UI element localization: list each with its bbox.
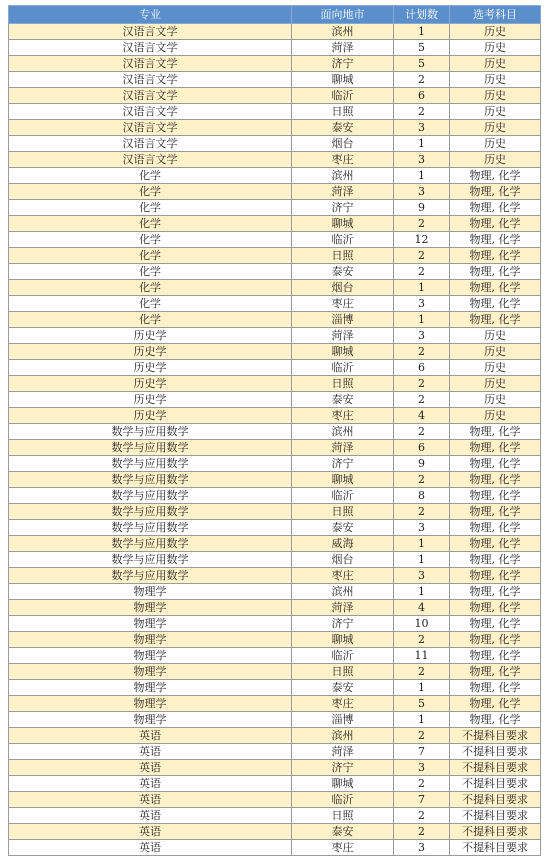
cell-plan-count: 1 <box>394 24 450 40</box>
cell-city: 烟台 <box>292 136 394 152</box>
cell-city: 济宁 <box>292 56 394 72</box>
plan-table-container <box>8 5 541 856</box>
cell-subjects: 历史 <box>450 392 541 408</box>
cell-subjects: 物理, 化学 <box>450 552 541 568</box>
table-row <box>9 584 541 600</box>
cell-major: 数学与应用数学 <box>9 552 292 568</box>
cell-subjects: 不提科目要求 <box>450 744 541 760</box>
table-row <box>9 232 541 248</box>
cell-city: 聊城 <box>292 472 394 488</box>
cell-major: 历史学 <box>9 392 292 408</box>
cell-subjects: 历史 <box>450 56 541 72</box>
cell-subjects: 不提科目要求 <box>450 728 541 744</box>
cell-plan-count: 3 <box>394 840 450 856</box>
cell-plan-count: 2 <box>394 632 450 648</box>
table-row <box>9 680 541 696</box>
cell-subjects: 历史 <box>450 104 541 120</box>
cell-city: 枣庄 <box>292 568 394 584</box>
cell-subjects: 物理, 化学 <box>450 424 541 440</box>
cell-major: 物理学 <box>9 712 292 728</box>
cell-plan-count: 9 <box>394 456 450 472</box>
cell-subjects: 物理, 化学 <box>450 712 541 728</box>
cell-city: 日照 <box>292 664 394 680</box>
cell-major: 数学与应用数学 <box>9 456 292 472</box>
cell-subjects: 物理, 化学 <box>450 312 541 328</box>
cell-subjects: 历史 <box>450 152 541 168</box>
cell-plan-count: 6 <box>394 440 450 456</box>
cell-major: 历史学 <box>9 360 292 376</box>
cell-subjects: 物理, 化学 <box>450 632 541 648</box>
cell-city: 菏泽 <box>292 600 394 616</box>
cell-city: 临沂 <box>292 488 394 504</box>
cell-major: 英语 <box>9 776 292 792</box>
table-row <box>9 216 541 232</box>
cell-major: 化学 <box>9 200 292 216</box>
cell-plan-count: 1 <box>394 536 450 552</box>
cell-city: 泰安 <box>292 824 394 840</box>
cell-major: 汉语言文学 <box>9 24 292 40</box>
cell-subjects: 物理, 化学 <box>450 536 541 552</box>
cell-major: 化学 <box>9 216 292 232</box>
cell-plan-count: 3 <box>394 520 450 536</box>
cell-major: 英语 <box>9 744 292 760</box>
cell-major: 数学与应用数学 <box>9 440 292 456</box>
cell-city: 烟台 <box>292 280 394 296</box>
cell-plan-count: 2 <box>394 216 450 232</box>
cell-plan-count: 1 <box>394 280 450 296</box>
cell-plan-count: 2 <box>394 392 450 408</box>
table-row <box>9 472 541 488</box>
cell-plan-count: 4 <box>394 600 450 616</box>
cell-major: 历史学 <box>9 376 292 392</box>
table-row <box>9 72 541 88</box>
cell-city: 泰安 <box>292 680 394 696</box>
cell-plan-count: 1 <box>394 136 450 152</box>
cell-major: 化学 <box>9 264 292 280</box>
cell-subjects: 物理, 化学 <box>450 488 541 504</box>
cell-city: 枣庄 <box>292 696 394 712</box>
cell-plan-count: 12 <box>394 232 450 248</box>
cell-major: 英语 <box>9 824 292 840</box>
cell-major: 汉语言文学 <box>9 88 292 104</box>
cell-subjects: 历史 <box>450 360 541 376</box>
cell-subjects: 不提科目要求 <box>450 792 541 808</box>
cell-major: 英语 <box>9 808 292 824</box>
cell-city: 临沂 <box>292 792 394 808</box>
table-row <box>9 408 541 424</box>
table-row <box>9 600 541 616</box>
cell-subjects: 物理, 化学 <box>450 296 541 312</box>
cell-subjects: 物理, 化学 <box>450 648 541 664</box>
table-row <box>9 616 541 632</box>
cell-subjects: 不提科目要求 <box>450 808 541 824</box>
cell-city: 菏泽 <box>292 328 394 344</box>
cell-major: 化学 <box>9 232 292 248</box>
cell-city: 淄博 <box>292 712 394 728</box>
table-row <box>9 536 541 552</box>
cell-major: 历史学 <box>9 344 292 360</box>
cell-subjects: 物理, 化学 <box>450 184 541 200</box>
table-row <box>9 312 541 328</box>
cell-plan-count: 5 <box>394 56 450 72</box>
cell-city: 菏泽 <box>292 440 394 456</box>
cell-plan-count: 2 <box>394 344 450 360</box>
table-row <box>9 248 541 264</box>
cell-plan-count: 2 <box>394 248 450 264</box>
cell-subjects: 物理, 化学 <box>450 504 541 520</box>
cell-subjects: 物理, 化学 <box>450 568 541 584</box>
cell-plan-count: 11 <box>394 648 450 664</box>
table-row <box>9 744 541 760</box>
table-row <box>9 280 541 296</box>
cell-subjects: 物理, 化学 <box>450 440 541 456</box>
header-subjects: 选考科目 <box>450 6 541 24</box>
cell-subjects: 物理, 化学 <box>450 696 541 712</box>
cell-major: 汉语言文学 <box>9 136 292 152</box>
header-plan-count: 计划数 <box>394 6 450 24</box>
cell-major: 汉语言文学 <box>9 104 292 120</box>
cell-major: 汉语言文学 <box>9 120 292 136</box>
cell-plan-count: 5 <box>394 40 450 56</box>
cell-plan-count: 6 <box>394 88 450 104</box>
table-row <box>9 520 541 536</box>
cell-major: 物理学 <box>9 600 292 616</box>
cell-subjects: 不提科目要求 <box>450 824 541 840</box>
cell-subjects: 不提科目要求 <box>450 760 541 776</box>
cell-major: 数学与应用数学 <box>9 520 292 536</box>
cell-city: 泰安 <box>292 520 394 536</box>
cell-major: 英语 <box>9 792 292 808</box>
table-row <box>9 344 541 360</box>
cell-city: 济宁 <box>292 616 394 632</box>
table-row <box>9 712 541 728</box>
header-city: 面向地市 <box>292 6 394 24</box>
cell-subjects: 物理, 化学 <box>450 616 541 632</box>
cell-major: 数学与应用数学 <box>9 536 292 552</box>
cell-plan-count: 1 <box>394 312 450 328</box>
cell-plan-count: 7 <box>394 792 450 808</box>
cell-major: 化学 <box>9 248 292 264</box>
table-row <box>9 264 541 280</box>
cell-subjects: 物理, 化学 <box>450 584 541 600</box>
cell-city: 枣庄 <box>292 296 394 312</box>
cell-major: 历史学 <box>9 328 292 344</box>
cell-major: 化学 <box>9 184 292 200</box>
cell-city: 滨州 <box>292 728 394 744</box>
cell-plan-count: 2 <box>394 424 450 440</box>
cell-plan-count: 3 <box>394 184 450 200</box>
table-row <box>9 328 541 344</box>
cell-subjects: 历史 <box>450 408 541 424</box>
cell-subjects: 物理, 化学 <box>450 520 541 536</box>
cell-major: 物理学 <box>9 648 292 664</box>
cell-plan-count: 1 <box>394 712 450 728</box>
cell-city: 泰安 <box>292 264 394 280</box>
cell-plan-count: 9 <box>394 200 450 216</box>
cell-city: 聊城 <box>292 776 394 792</box>
cell-major: 化学 <box>9 296 292 312</box>
cell-city: 淄博 <box>292 312 394 328</box>
table-row <box>9 440 541 456</box>
cell-major: 英语 <box>9 728 292 744</box>
cell-subjects: 历史 <box>450 72 541 88</box>
table-row <box>9 40 541 56</box>
table-row <box>9 488 541 504</box>
table-body <box>9 24 541 856</box>
cell-plan-count: 3 <box>394 120 450 136</box>
cell-city: 临沂 <box>292 648 394 664</box>
cell-subjects: 历史 <box>450 88 541 104</box>
cell-plan-count: 2 <box>394 808 450 824</box>
cell-subjects: 历史 <box>450 136 541 152</box>
cell-major: 物理学 <box>9 664 292 680</box>
cell-subjects: 物理, 化学 <box>450 216 541 232</box>
cell-subjects: 历史 <box>450 376 541 392</box>
table-row <box>9 136 541 152</box>
table-row <box>9 424 541 440</box>
cell-major: 汉语言文学 <box>9 72 292 88</box>
cell-plan-count: 2 <box>394 504 450 520</box>
cell-major: 化学 <box>9 312 292 328</box>
cell-city: 临沂 <box>292 88 394 104</box>
cell-city: 泰安 <box>292 120 394 136</box>
cell-major: 历史学 <box>9 408 292 424</box>
table-row <box>9 760 541 776</box>
cell-subjects: 物理, 化学 <box>450 200 541 216</box>
cell-city: 枣庄 <box>292 840 394 856</box>
cell-subjects: 历史 <box>450 120 541 136</box>
cell-subjects: 物理, 化学 <box>450 168 541 184</box>
cell-plan-count: 2 <box>394 376 450 392</box>
cell-subjects: 物理, 化学 <box>450 232 541 248</box>
cell-plan-count: 1 <box>394 168 450 184</box>
table-row <box>9 728 541 744</box>
table-row <box>9 392 541 408</box>
cell-plan-count: 2 <box>394 728 450 744</box>
cell-subjects: 历史 <box>450 328 541 344</box>
cell-city: 聊城 <box>292 344 394 360</box>
cell-major: 化学 <box>9 280 292 296</box>
cell-city: 滨州 <box>292 584 394 600</box>
cell-plan-count: 6 <box>394 360 450 376</box>
cell-subjects: 物理, 化学 <box>450 456 541 472</box>
cell-city: 济宁 <box>292 200 394 216</box>
table-row <box>9 504 541 520</box>
cell-city: 聊城 <box>292 72 394 88</box>
table-row <box>9 664 541 680</box>
cell-major: 物理学 <box>9 696 292 712</box>
cell-city: 滨州 <box>292 424 394 440</box>
cell-plan-count: 3 <box>394 760 450 776</box>
cell-major: 英语 <box>9 840 292 856</box>
table-row <box>9 88 541 104</box>
cell-major: 物理学 <box>9 632 292 648</box>
table-row <box>9 648 541 664</box>
table-row <box>9 376 541 392</box>
cell-plan-count: 1 <box>394 552 450 568</box>
cell-city: 济宁 <box>292 456 394 472</box>
cell-major: 数学与应用数学 <box>9 504 292 520</box>
cell-city: 日照 <box>292 104 394 120</box>
cell-plan-count: 2 <box>394 776 450 792</box>
cell-city: 泰安 <box>292 392 394 408</box>
cell-subjects: 物理, 化学 <box>450 280 541 296</box>
table-row <box>9 696 541 712</box>
cell-subjects: 物理, 化学 <box>450 472 541 488</box>
cell-city: 滨州 <box>292 168 394 184</box>
cell-major: 物理学 <box>9 584 292 600</box>
cell-major: 数学与应用数学 <box>9 488 292 504</box>
table-row <box>9 792 541 808</box>
cell-major: 汉语言文学 <box>9 152 292 168</box>
cell-city: 日照 <box>292 376 394 392</box>
cell-subjects: 不提科目要求 <box>450 840 541 856</box>
cell-subjects: 物理, 化学 <box>450 664 541 680</box>
cell-city: 枣庄 <box>292 152 394 168</box>
cell-city: 菏泽 <box>292 184 394 200</box>
cell-plan-count: 2 <box>394 472 450 488</box>
cell-subjects: 物理, 化学 <box>450 264 541 280</box>
cell-plan-count: 2 <box>394 824 450 840</box>
cell-plan-count: 1 <box>394 680 450 696</box>
table-row <box>9 168 541 184</box>
cell-plan-count: 10 <box>394 616 450 632</box>
table-row <box>9 808 541 824</box>
cell-plan-count: 4 <box>394 408 450 424</box>
cell-plan-count: 2 <box>394 72 450 88</box>
cell-major: 物理学 <box>9 680 292 696</box>
cell-major: 数学与应用数学 <box>9 472 292 488</box>
cell-subjects: 物理, 化学 <box>450 680 541 696</box>
cell-city: 日照 <box>292 808 394 824</box>
cell-subjects: 历史 <box>450 40 541 56</box>
cell-major: 汉语言文学 <box>9 40 292 56</box>
cell-city: 聊城 <box>292 632 394 648</box>
cell-subjects: 物理, 化学 <box>450 248 541 264</box>
enrollment-plan-table <box>8 5 541 856</box>
table-row <box>9 632 541 648</box>
cell-plan-count: 3 <box>394 568 450 584</box>
cell-major: 数学与应用数学 <box>9 568 292 584</box>
header-major: 专业 <box>9 6 292 24</box>
table-row <box>9 24 541 40</box>
cell-city: 临沂 <box>292 232 394 248</box>
table-row <box>9 120 541 136</box>
cell-major: 数学与应用数学 <box>9 424 292 440</box>
table-row <box>9 456 541 472</box>
cell-city: 济宁 <box>292 760 394 776</box>
table-row <box>9 568 541 584</box>
cell-city: 菏泽 <box>292 744 394 760</box>
cell-plan-count: 5 <box>394 696 450 712</box>
table-row <box>9 184 541 200</box>
cell-plan-count: 2 <box>394 264 450 280</box>
table-row <box>9 824 541 840</box>
cell-major: 物理学 <box>9 616 292 632</box>
cell-city: 临沂 <box>292 360 394 376</box>
table-row <box>9 776 541 792</box>
cell-major: 汉语言文学 <box>9 56 292 72</box>
cell-subjects: 历史 <box>450 24 541 40</box>
table-header-row <box>9 6 541 24</box>
cell-city: 烟台 <box>292 552 394 568</box>
cell-major: 英语 <box>9 760 292 776</box>
table-row <box>9 840 541 856</box>
table-row <box>9 152 541 168</box>
cell-city: 滨州 <box>292 24 394 40</box>
cell-city: 聊城 <box>292 216 394 232</box>
cell-city: 威海 <box>292 536 394 552</box>
table-row <box>9 104 541 120</box>
table-row <box>9 56 541 72</box>
table-row <box>9 296 541 312</box>
cell-subjects: 物理, 化学 <box>450 600 541 616</box>
cell-plan-count: 3 <box>394 296 450 312</box>
cell-plan-count: 2 <box>394 104 450 120</box>
cell-subjects: 历史 <box>450 344 541 360</box>
cell-city: 日照 <box>292 248 394 264</box>
cell-plan-count: 8 <box>394 488 450 504</box>
cell-subjects: 不提科目要求 <box>450 776 541 792</box>
cell-major: 化学 <box>9 168 292 184</box>
cell-plan-count: 7 <box>394 744 450 760</box>
cell-city: 日照 <box>292 504 394 520</box>
cell-plan-count: 2 <box>394 664 450 680</box>
cell-city: 枣庄 <box>292 408 394 424</box>
cell-plan-count: 1 <box>394 584 450 600</box>
cell-plan-count: 3 <box>394 328 450 344</box>
table-row <box>9 552 541 568</box>
table-row <box>9 360 541 376</box>
cell-plan-count: 3 <box>394 152 450 168</box>
table-row <box>9 200 541 216</box>
cell-city: 菏泽 <box>292 40 394 56</box>
